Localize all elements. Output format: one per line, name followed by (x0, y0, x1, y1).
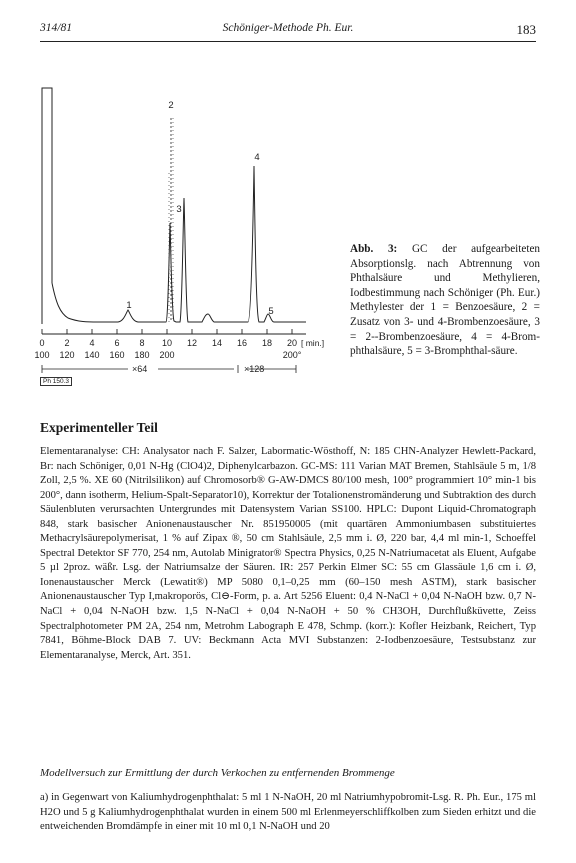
time-tick-label: 18 (261, 338, 273, 348)
page-number: 183 (516, 22, 536, 37)
time-tick-label: 10 (161, 338, 173, 348)
start-pulse (42, 88, 52, 324)
journal-reference: 314/81 (40, 22, 72, 34)
time-tick-label: 2 (64, 338, 70, 348)
range-label-1: ×64 (132, 364, 148, 374)
caption-text: GC der aufgearbeiteten Absorptionslg. nach Abtrennung von Phthalsäure und Methylieren, Iodbestimmung nach Schöniger (Ph. Eur.) Methylester der 1 = Benzoesäure, 2 = Zusatz von 3- und 4-Brombenzoesäure, 3 = 2--Brombenzoesäure, 4 = 4-Brom-phthalsäure, 5 = 3-Bromphthal-säure. (350, 243, 541, 358)
subsection-title: Modellversuch zur Ermittlung der durch Verkochen zu entfernenden Brommenge (40, 767, 395, 779)
peak-label-2: 2 (168, 100, 174, 111)
range-label-2: ×128 (244, 364, 265, 374)
chromatogram-figure (34, 78, 338, 374)
header-rule (40, 41, 536, 42)
peak-label-3: 3 (176, 204, 182, 215)
methods-paragraph: Elementaranalyse: CH: Analysator nach F. Salzer, Labormatic-Wösthoff, N: 185 CHN-Analyzer Hewlett-Packard, Br: nach Schöniger, 0,01 N-Hg (ClO4)2, Diphenylcarbazon. GC-MS: 111 Varian MAT Bremen, Stahlsäule 5 m, 1/8 Zoll, 2,5 %. XE 60 (Nitrilsilikon) auf Chromosorb® G-AW-DMCS 80/100 mesh, 100° programmiert 10° min-1 bis 200°, dann isotherm, Helium-Spalt-Separator10), Korrektur der Totalionenstromänderung und Subtraktion des durch Säulenbluten verursachten Untergrundes mit Datensystem Varian SS100. HPLC: Dupont Liquid-Chromatograph 848, stark basischer Anionenaustauscher Nr. 851950005 (mit quartären Ammoniumbasen substituiertes Methacrylsäurepolymerisat, 1 % auf Zipax ®, 50 cm Stahlsäule, 2,5 mm i. Ø, 220 bar, 4,4 ml min-1, Schoeffel Spectral Detektor SF 770, 254 nm, Autolab Minigrator® Spectra Physics, 0,25 N-Natriumacetat als Eluent, Aufgabe 5 µl 2proz. wäßr. Lsg. der Natriumsalze der Säuren. IR: 257 Perkin Elmer SC: 55 cm Glassäule 1,6 cm i. Ø, Ionenaustauscher Merck (Lewatit®) MP 5080 0,1–0,25 mm (60–150 mesh ASTM), stark basischer Anionenaustauscher Typ I,makroporös, Cl⊖-Form, p. a. Art 5256 Eluent: 0,4 N-NaCl + 0,04 N-NaOH bzw. 0,7 N-NaCl + 0,04 N-NaOH bzw. 1,5 N-NaCl + 0,04 N-NaOH + 50 % CH3OH, Durchflußküvette, Zeiss Spectralphotometer PM 2A, 254 nm, Metrohm Labograph E 478, Schmp. (korr.): Kofler Heizbank, Reichert, Typ 7841, Böhme-Block DAB 7. UV: Beckmann Acta MVI Substanzen: 2-Iodbenzoesäure, Testsubstanz zur Elementaranalyse, Merck, Art. 351. (40, 446, 536, 661)
caption-label: Abb. 3: (350, 243, 398, 255)
temp-tick-label: 120 (59, 350, 75, 360)
temp-tick-label: 100 (34, 350, 50, 360)
time-unit: [ min.] (301, 338, 325, 348)
section-title: Experimenteller Teil (40, 420, 158, 435)
temp-tick-label: 160 (109, 350, 125, 360)
procedure-paragraph: a) in Gegenwart von Kaliumhydrogenphthalat: 5 ml 1 N-NaOH, 20 ml Natriumhypobromit-Lsg. R. Ph. Eur., 175 ml H2O und 5 g Kaliumhydrogenphthalat wurden in einem 500 ml Erlenmeyerschliffkolben zum Sieden erhitzt und die entweichenden Bromdämpfe in einer mit 10 ml 0,1 N-NaOH und 20 (40, 792, 536, 833)
chromatogram-trace (52, 166, 306, 322)
peak-label-1: 1 (126, 300, 132, 311)
temp-tick-label: 140 (84, 350, 100, 360)
peak-label-5: 5 (268, 306, 274, 317)
temp-tick-label: 200° (282, 350, 302, 360)
time-tick-label: 16 (236, 338, 248, 348)
time-tick-label: 20 (286, 338, 298, 348)
figure-code: Ph 150.3 (40, 377, 72, 386)
time-tick-label: 14 (211, 338, 223, 348)
time-tick-label: 6 (114, 338, 120, 348)
time-tick-label: 8 (139, 338, 145, 348)
temp-tick-label: 180 (134, 350, 150, 360)
time-tick-label: 4 (89, 338, 95, 348)
figure-caption (350, 242, 540, 359)
temp-tick-label: 200 (159, 350, 175, 360)
running-title: Schöniger-Methode Ph. Eur. (222, 22, 354, 34)
time-tick-label: 0 (39, 338, 45, 348)
peak-label-4: 4 (254, 152, 260, 163)
time-tick-label: 12 (186, 338, 198, 348)
